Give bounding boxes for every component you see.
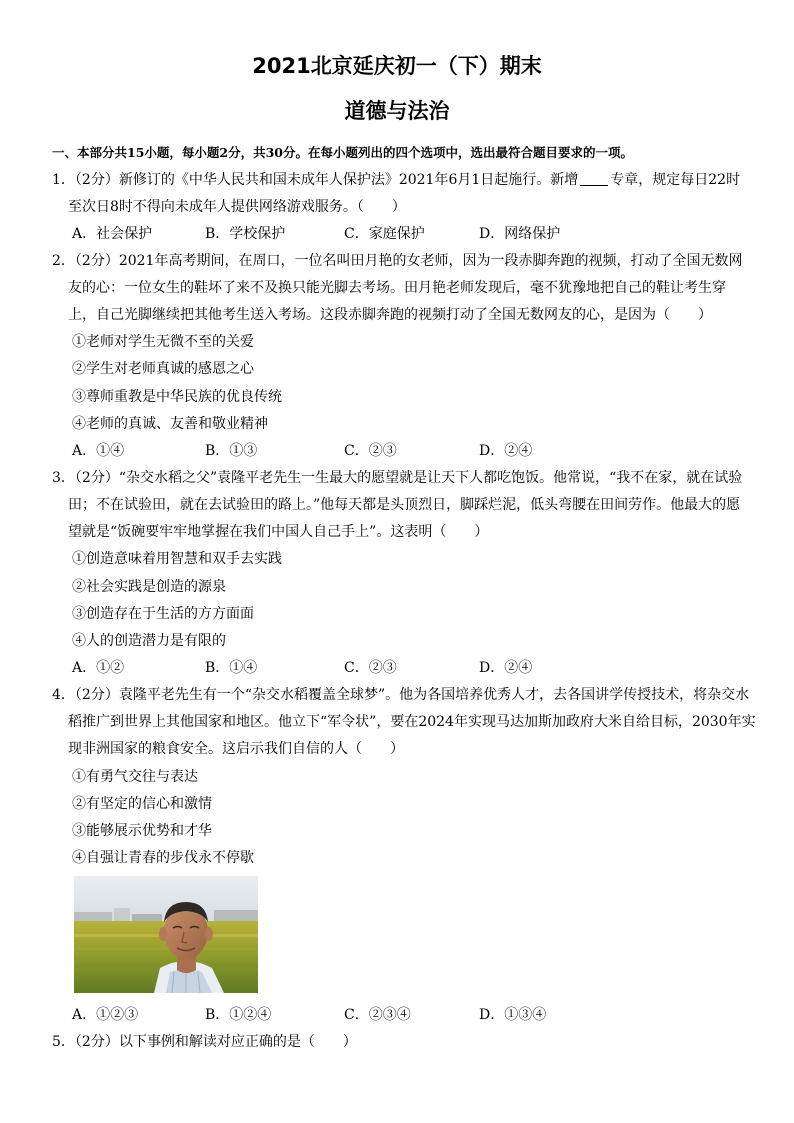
q3-choice-b[interactable]: B．①④	[205, 660, 258, 676]
q4-choice-a[interactable]: A．①②③	[72, 1007, 139, 1023]
question-3-line-3: 望就是“饭碗要牢牢地掌握在我们中国人自己手上”。这表明（ ）	[68, 524, 489, 540]
q3-option-1: ①创造意味着用智慧和双手去实践	[72, 551, 282, 567]
q3-option-4: ④人的创造潜力是有限的	[72, 633, 226, 649]
q3-option-3: ③创造存在于生活的方方面面	[72, 606, 254, 622]
q2-option-1: ①老师对学生无微不至的关爱	[72, 334, 254, 350]
q2-option-4: ④老师的真诚、友善和敬业精神	[72, 416, 268, 432]
question-4-line-2: 稻推广到世界上其他国家和地区。他立下“军令状”，要在2024年实现马达加斯加政府大米自给目标，2030年实	[68, 714, 756, 730]
question-1-line-2: 至次日8时不得向未成年人提供网络游戏服务。（ ）	[68, 199, 406, 215]
question-1-text-b: 专章，规定每日22时	[610, 172, 741, 188]
question-1-line-1	[52, 170, 740, 190]
q4-option-3: ③能够展示优势和才华	[72, 823, 212, 839]
q4-option-2: ②有坚定的信心和激情	[72, 796, 212, 812]
section-instructions: 一、本部分共15小题，每小题2分，共30分。在每小题列出的四个选项中，选出最符合题目要求的一项。	[52, 145, 633, 160]
q3-choice-d[interactable]: D．②④	[479, 660, 533, 676]
question-3-line-1: 3．（2分）“杂交水稻之父”袁隆平老先生一生最大的愿望就是让天下人都吃饱饭。他常说，“我不在家，就在试验	[52, 470, 743, 486]
answer-blank	[580, 171, 608, 186]
question-1-text-a: 1．（2分）新修订的《中华人民共和国未成年人保护法》2021年6月1日起施行。新增	[52, 172, 579, 188]
q1-choice-d[interactable]: D．网络保护	[479, 226, 561, 242]
q1-choice-b[interactable]: B．学校保护	[205, 226, 286, 242]
q2-choice-b[interactable]: B．①③	[205, 443, 258, 459]
question-4-line-1: 4．（2分）袁隆平老先生有一个“杂交水稻覆盖全球梦”。他为各国培养优秀人才，去各国讲学传授技术，将杂交水	[52, 687, 750, 703]
q3-choice-c[interactable]: C．②③	[344, 660, 397, 676]
question-2-line-1: 2．（2分）2021年高考期间，在周口，一位名叫田月艳的女老师，因为一段赤脚奔跑的视频，打动了全国无数网	[52, 253, 743, 269]
q4-option-4: ④自强让青春的步伐永不停歇	[72, 850, 254, 866]
q2-choice-a[interactable]: A．①④	[72, 443, 125, 459]
q4-choice-c[interactable]: C．②③④	[344, 1007, 411, 1023]
question-2-line-2: 友的心：一位女生的鞋坏了来不及换只能光脚去考场。田月艳老师发现后，毫不犹豫地把自己的鞋让考生穿	[68, 280, 726, 296]
portrait-photo-illustration	[74, 876, 258, 993]
question-3-line-2: 田；不在试验田，就在去试验田的路上。”他每天都是头顶烈日，脚踩烂泥，低头弯腰在田间劳作。他最大的愿	[68, 497, 741, 513]
portrait-photo	[74, 876, 258, 993]
q1-choice-a[interactable]: A．社会保护	[72, 226, 153, 242]
question-2-line-3: 上，自己光脚继续把其他考生送入考场。这段赤脚奔跑的视频打动了全国无数网友的心，是因为（ ）	[68, 307, 712, 323]
subject-title: 道德与法治	[344, 99, 450, 123]
q3-choice-a[interactable]: A．①②	[72, 660, 125, 676]
q2-option-3: ③尊师重教是中华民族的优良传统	[72, 389, 282, 405]
question-5-line-1: 5．（2分）以下事例和解读对应正确的是（ ）	[52, 1034, 357, 1050]
q2-choice-d[interactable]: D．②④	[479, 443, 533, 459]
q4-choice-d[interactable]: D．①③④	[479, 1007, 547, 1023]
page-title: 2021北京延庆初一（下）期末	[252, 54, 542, 78]
q2-choice-c[interactable]: C．②③	[344, 443, 397, 459]
question-4-line-3: 现非洲国家的粮食安全。这启示我们自信的人（ ）	[68, 741, 404, 757]
q4-choice-b[interactable]: B．①②④	[205, 1007, 272, 1023]
q4-option-1: ①有勇气交往与表达	[72, 769, 198, 785]
q2-option-2: ②学生对老师真诚的感恩之心	[72, 361, 254, 377]
q3-option-2: ②社会实践是创造的源泉	[72, 579, 226, 595]
q1-choice-c[interactable]: C．家庭保护	[344, 226, 425, 242]
